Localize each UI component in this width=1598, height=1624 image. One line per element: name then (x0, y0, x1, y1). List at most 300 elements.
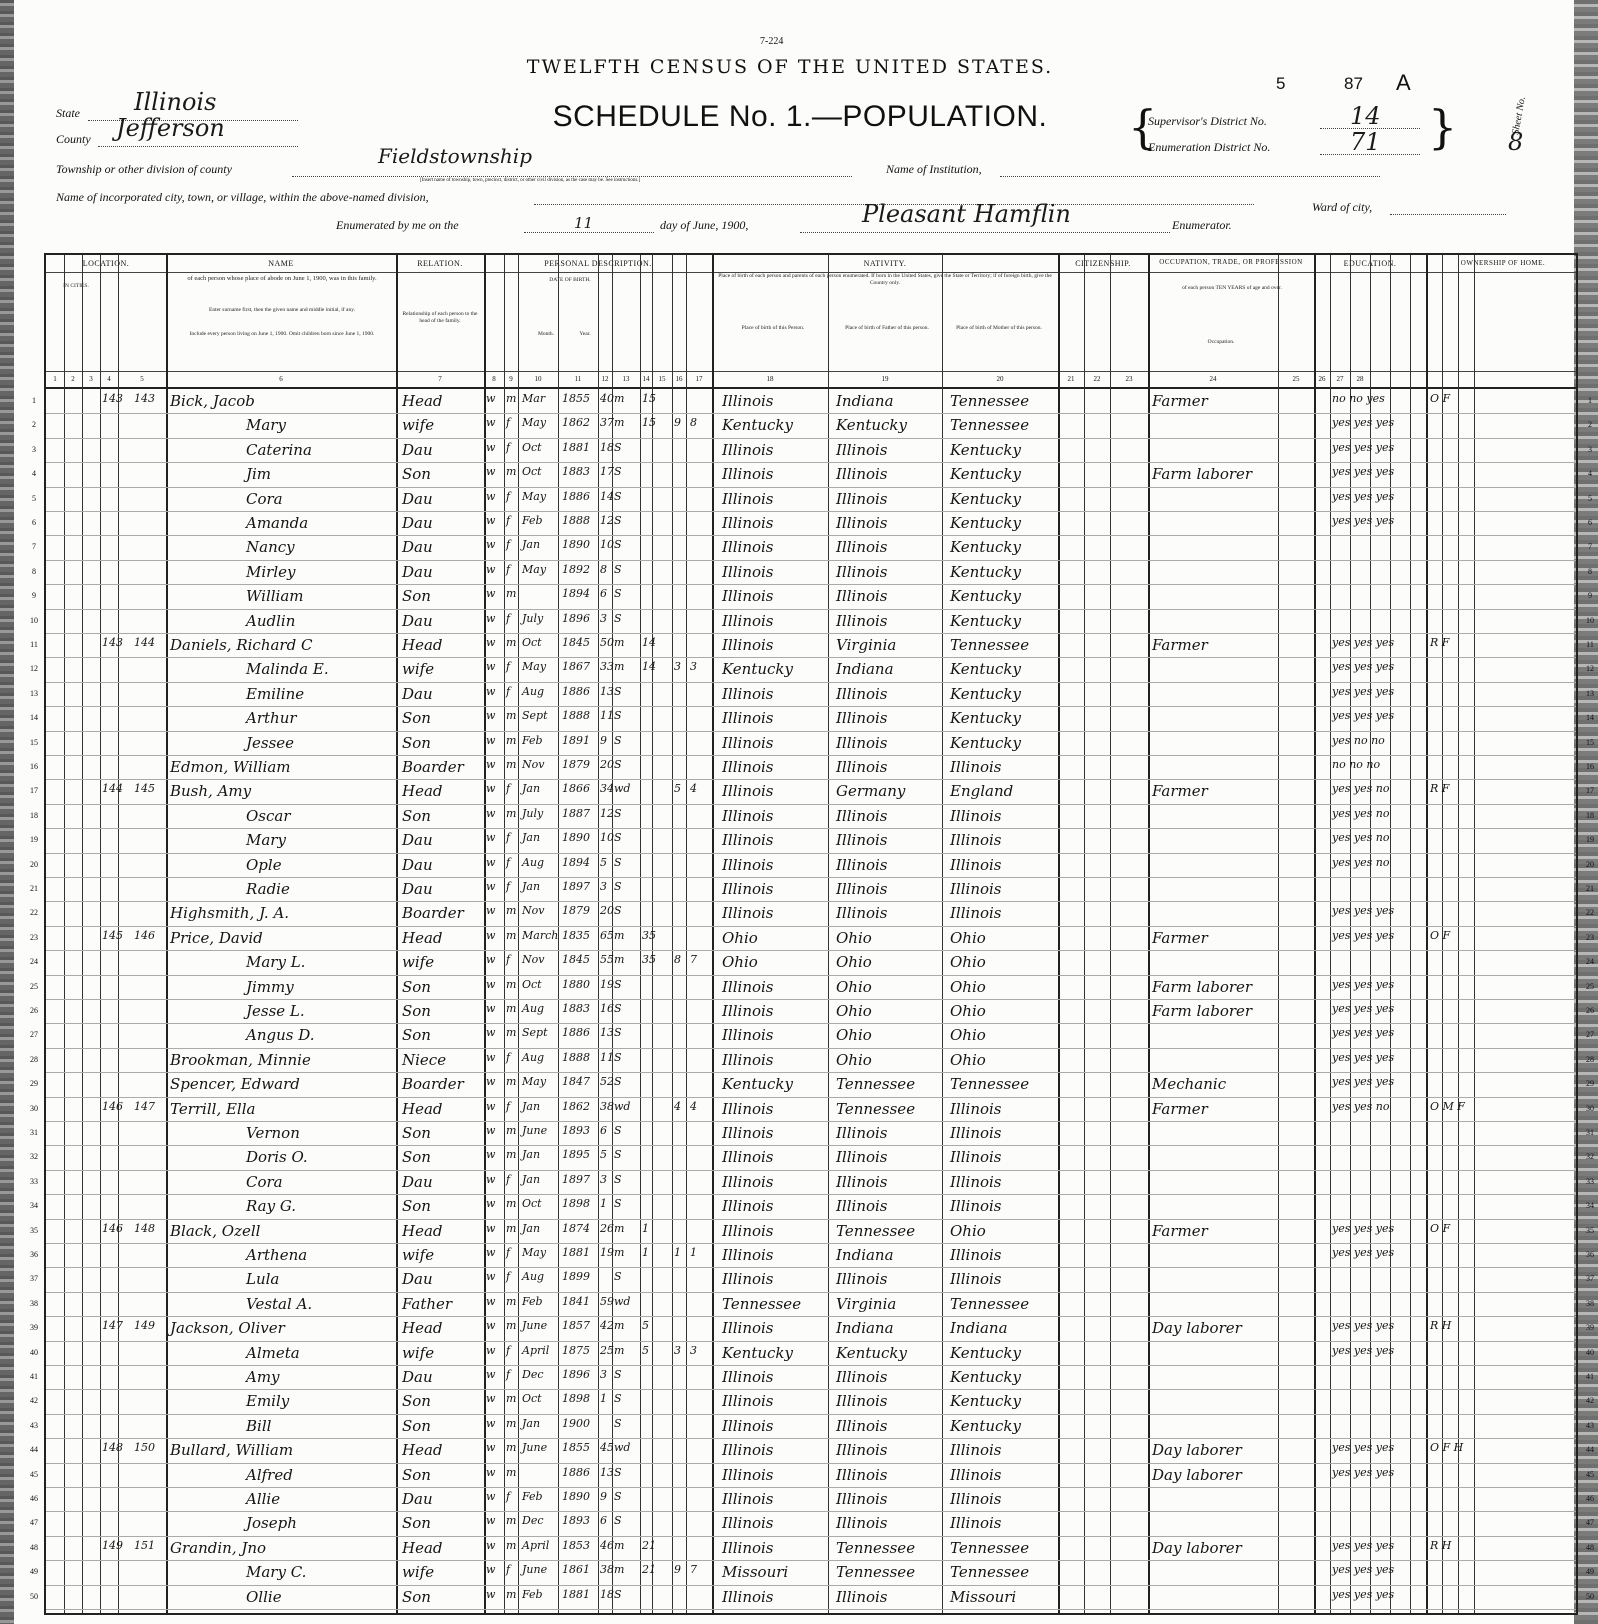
sex: m (506, 1465, 517, 1479)
birthplace-person: Illinois (722, 1490, 774, 1508)
relation: Dau (402, 1368, 433, 1386)
line-number: 19 (1586, 835, 1594, 845)
relation: Head (402, 636, 443, 654)
line-number: 32 (30, 1152, 38, 1162)
marital-condition: m (614, 660, 625, 674)
row-rule (46, 1511, 1576, 1512)
sex: f (506, 440, 511, 454)
column-rule (1410, 255, 1411, 1613)
line-number: 26 (1586, 1006, 1594, 1015)
ownership-values: O F (1430, 928, 1451, 942)
birthplace-mother: Illinois (950, 1099, 1002, 1118)
person-name: Ray G. (246, 1197, 297, 1216)
education-values: yes yes no (1332, 782, 1390, 796)
marital-condition: S (614, 1124, 622, 1137)
age: 9 (600, 1490, 607, 1503)
line-number: 30 (30, 1103, 38, 1113)
column-number: 13 (622, 375, 630, 383)
education-values: yes yes yes (1332, 1050, 1395, 1064)
birth-month: May (522, 660, 547, 674)
years-married: 1 (642, 1246, 649, 1259)
color-race: w (486, 1221, 496, 1235)
birthplace-father: Illinois (836, 855, 888, 874)
relation: Head (402, 392, 443, 410)
line-number: 12 (1586, 664, 1594, 674)
row-rule (46, 438, 1576, 439)
column-number: 18 (766, 375, 774, 383)
relation: Head (402, 1441, 443, 1460)
birthplace-mother: Tennessee (950, 1563, 1030, 1582)
brace-left: { (1128, 100, 1158, 154)
row-rule (46, 731, 1576, 732)
marital-condition: S (614, 587, 622, 601)
birth-month: Jan (522, 1221, 541, 1235)
person-name: Malinda E. (246, 660, 329, 679)
birthplace-person: Tennessee (722, 1294, 802, 1313)
person-name: Radie (246, 880, 290, 898)
column-number: 26 (1318, 375, 1326, 383)
line-number: 29 (30, 1079, 38, 1089)
marital-condition: m (614, 392, 625, 405)
age: 11 (600, 1050, 614, 1064)
birthplace-person: Illinois (722, 1319, 774, 1338)
education-values: yes yes yes (1332, 440, 1395, 454)
dwelling-number: 149 (102, 1538, 123, 1552)
marital-condition: S (614, 538, 622, 552)
birthplace-mother: Ohio (950, 928, 986, 947)
birth-month: May (522, 416, 547, 430)
marital-condition: S (614, 684, 622, 698)
marital-condition: S (614, 831, 622, 845)
sex: f (506, 514, 511, 527)
birth-year: 1892 (562, 562, 590, 576)
birth-month: Jan (522, 831, 541, 845)
line-number: 36 (30, 1250, 38, 1259)
column-rule (1474, 255, 1475, 1613)
census-title: TWELFTH CENSUS OF THE UNITED STATES. (526, 56, 1054, 78)
person-name: Arthur (246, 709, 297, 728)
birthplace-father: Indiana (836, 392, 894, 410)
row-rule (46, 584, 1576, 585)
row-rule (46, 877, 1576, 878)
person-name: Grandin, Jno (170, 1538, 267, 1557)
relation: Dau (402, 538, 433, 557)
education-values: yes yes yes (1332, 1538, 1395, 1552)
birth-year: 1881 (562, 440, 590, 454)
relation: Dau (402, 684, 433, 703)
nativity-description: Place of birth of each person and parents of each person enumerated. If born in the United States, give the State or Territory; if of foreign birth, give the Country only. (718, 273, 1052, 286)
relation: Son (402, 1002, 431, 1020)
line-number: 33 (30, 1176, 38, 1186)
line-number: 32 (1586, 1152, 1594, 1162)
line-number: 46 (30, 1494, 38, 1503)
column-number: 28 (1356, 375, 1364, 383)
children-living: 8 (690, 416, 697, 430)
scan-edge-left (0, 0, 14, 1624)
children-born: 3 (674, 660, 681, 674)
birth-month: June (522, 1124, 548, 1137)
birthplace-father: Illinois (836, 880, 888, 898)
person-name: Almeta (246, 1343, 300, 1362)
person-name: Vestal A. (246, 1294, 313, 1313)
marital-condition: S (614, 1050, 622, 1064)
marital-condition: S (614, 733, 622, 747)
birth-year: 1855 (562, 392, 590, 405)
birthplace-mother: Illinois (950, 831, 1002, 850)
row-rule (46, 535, 1576, 536)
line-number: 41 (30, 1372, 38, 1381)
relation: Dau (402, 1490, 433, 1508)
marital-condition: S (614, 1172, 622, 1186)
line-number: 22 (30, 908, 38, 918)
sex: m (506, 758, 517, 771)
row-rule (46, 1097, 1576, 1098)
relation: Son (402, 1587, 431, 1606)
education-values: no no no (1332, 758, 1381, 771)
birthplace-mother: Illinois (950, 1246, 1002, 1264)
birthplace-person: Illinois (722, 1124, 774, 1142)
age: 3 (600, 1172, 607, 1186)
schedule-title: SCHEDULE No. 1.—POPULATION. (552, 100, 1048, 133)
children-born: 1 (674, 1246, 681, 1259)
row-rule (46, 1438, 1576, 1439)
column-rule (686, 255, 687, 1613)
date-of-birth-header: DATE OF BIRTH. (549, 277, 591, 283)
age: 65 (600, 928, 614, 942)
line-number: 22 (1586, 908, 1594, 918)
line-number: 13 (1586, 688, 1594, 698)
enumerator-line (800, 232, 1170, 233)
line-number: 42 (30, 1396, 38, 1406)
age: 1 (600, 1392, 607, 1406)
column-rule (64, 255, 65, 1613)
column-rule (1058, 255, 1060, 1613)
color-race: w (486, 1416, 496, 1430)
institution-line (1000, 176, 1380, 177)
birthplace-mother: Kentucky (950, 1416, 1021, 1435)
age: 52 (600, 1075, 614, 1089)
county-line (98, 146, 298, 147)
name-header: NAME (268, 259, 294, 268)
education-values: yes yes yes (1332, 636, 1395, 649)
marital-condition: S (614, 1490, 622, 1503)
birthplace-person: Illinois (722, 1221, 774, 1240)
color-race: w (486, 1465, 496, 1479)
sex: m (506, 392, 517, 405)
line-number: 3 (1588, 444, 1592, 454)
age: 42 (600, 1319, 614, 1333)
birthplace-person: Kentucky (722, 1075, 793, 1094)
marital-condition: m (614, 928, 625, 942)
column-rule (942, 255, 943, 1613)
marital-condition: m (614, 1563, 625, 1577)
line-number: 27 (1586, 1030, 1594, 1040)
age: 6 (600, 587, 607, 601)
sex: f (506, 1563, 511, 1577)
row-rule (46, 1048, 1576, 1049)
birth-year: 1875 (562, 1343, 590, 1357)
person-name: Edmon, William (170, 758, 291, 776)
supervisor-value: 14 (1350, 102, 1381, 130)
relation: Dau (402, 880, 433, 898)
row-rule (46, 609, 1576, 610)
column-number: 17 (695, 375, 703, 383)
line-number: 45 (1586, 1469, 1594, 1479)
birth-month: Aug (522, 1050, 545, 1064)
in-cities-header: IN CITIES. (63, 283, 89, 289)
education-values: yes yes yes (1332, 928, 1395, 942)
person-name: Mary (246, 831, 286, 850)
color-race: w (486, 1246, 496, 1259)
birthplace-father: Illinois (836, 1465, 888, 1484)
column-number: 8 (492, 375, 496, 383)
column-rule (640, 255, 641, 1613)
person-name: Brookman, Minnie (170, 1050, 311, 1069)
years-married: 35 (642, 953, 656, 967)
marital-condition: S (614, 880, 622, 893)
birth-year: 1896 (562, 1368, 590, 1381)
color-race: w (486, 1002, 496, 1015)
birthplace-father: Indiana (836, 1246, 894, 1264)
relation: Boarder (402, 758, 464, 776)
line-number: 28 (30, 1054, 38, 1064)
occupation-subheader: Occupation. (1207, 339, 1235, 345)
birth-month: Nov (522, 953, 545, 967)
occupation: Farmer (1152, 928, 1208, 947)
occupation-header: OCCUPATION, TRADE, OR PROFESSION (1159, 258, 1303, 266)
relation: Dau (402, 831, 433, 850)
birth-year: 1900 (562, 1416, 590, 1430)
line-number: 44 (30, 1445, 38, 1455)
age: 3 (600, 880, 607, 893)
color-race: w (486, 709, 496, 723)
birth-year: 1855 (562, 1441, 590, 1455)
row-rule (46, 1243, 1576, 1244)
ownership-values: R F (1430, 636, 1450, 649)
sex: f (506, 831, 511, 845)
ownership-values: O F (1430, 1221, 1451, 1235)
years-married: 14 (642, 660, 656, 674)
birth-year: 1881 (562, 1246, 590, 1259)
years-married: 5 (642, 1343, 649, 1357)
column-rule (100, 255, 101, 1613)
birthplace-father: Illinois (836, 1148, 888, 1167)
age: 12 (600, 806, 614, 820)
population-schedule-table (30, 253, 1594, 1615)
row-rule (46, 779, 1576, 780)
person-name: Highsmith, J. A. (170, 904, 290, 923)
line-number: 49 (1586, 1567, 1594, 1577)
column-number-divider-top (46, 371, 1576, 372)
birth-month: Feb (522, 1490, 543, 1503)
dwelling-number: 148 (102, 1441, 123, 1455)
birthplace-mother: Tennessee (950, 1538, 1030, 1557)
birth-month: Oct (522, 1392, 542, 1406)
birth-year: 1874 (562, 1221, 590, 1235)
education-values: yes yes yes (1332, 684, 1395, 698)
relation: Head (402, 1221, 443, 1240)
education-values: yes yes no (1332, 1099, 1390, 1113)
marital-condition: S (614, 562, 622, 576)
birthplace-person: Illinois (722, 489, 774, 508)
line-number: 45 (30, 1469, 38, 1479)
row-rule (46, 682, 1576, 683)
person-name: Emily (246, 1392, 290, 1411)
color-race: w (486, 660, 496, 674)
relation: Dau (402, 855, 433, 874)
age: 34 (600, 782, 614, 796)
birth-month: March (522, 928, 559, 942)
person-name: Mary L. (246, 953, 306, 972)
relation: Son (402, 806, 431, 825)
education-values: yes yes yes (1332, 514, 1395, 527)
name-description: of each person whose place of abode on June 1, 1900, was in this family. (187, 275, 377, 282)
age: 26 (600, 1221, 614, 1235)
birth-month: Aug (522, 1002, 545, 1015)
relation: Boarder (402, 904, 464, 923)
line-number: 16 (1586, 762, 1594, 771)
years-married: 35 (642, 928, 656, 942)
birth-year: 1879 (562, 904, 590, 918)
education-values: yes yes yes (1332, 1319, 1395, 1333)
sex: f (506, 489, 511, 503)
color-race: w (486, 855, 496, 869)
line-number: 14 (1586, 713, 1594, 723)
color-race: w (486, 1343, 496, 1357)
age: 8 (600, 562, 607, 576)
sex: m (506, 1441, 517, 1455)
institution-label: Name of Institution, (886, 162, 982, 176)
ownership-values: R H (1430, 1538, 1452, 1552)
column-number: 23 (1125, 375, 1133, 383)
color-race: w (486, 806, 496, 820)
sex: f (506, 1099, 511, 1113)
education-values: no no yes (1332, 392, 1385, 405)
relation: Dau (402, 514, 433, 532)
marital-condition: S (614, 1002, 622, 1015)
year-header: Year. (579, 331, 591, 337)
line-number: 39 (30, 1323, 38, 1333)
color-race: w (486, 880, 496, 893)
column-rule (1084, 255, 1085, 1613)
township-note: [Insert name of township, town, precinct, district, or other civil division, as the case may be. See instructions.] (420, 178, 641, 183)
color-race: w (486, 562, 496, 576)
row-rule (46, 1219, 1576, 1220)
birth-month: Jan (522, 1099, 541, 1113)
sheet-label: Sheet No. (1510, 95, 1528, 136)
age: 5 (600, 855, 607, 869)
education-values: yes yes yes (1332, 1026, 1395, 1040)
row-rule (46, 901, 1576, 902)
sex: m (506, 709, 517, 723)
relation: Dau (402, 489, 433, 508)
age: 18 (600, 440, 614, 454)
color-race: w (486, 1319, 496, 1333)
birthplace-father: Ohio (836, 977, 872, 996)
birth-month: May (522, 562, 547, 576)
family-number: 148 (134, 1221, 155, 1235)
birth-year: 1862 (562, 1099, 590, 1113)
line-number: 40 (1586, 1347, 1594, 1357)
nativity-header: NATIVITY. (863, 259, 907, 268)
birthplace-person: Illinois (722, 440, 774, 459)
line-number: 13 (30, 688, 38, 698)
sex: m (506, 587, 517, 601)
birthplace-mother: Illinois (950, 1197, 1002, 1216)
state-label: State (56, 106, 80, 120)
marital-condition: S (614, 855, 622, 869)
color-race: w (486, 1514, 496, 1528)
ward-label: Ward of city, (1312, 200, 1373, 214)
line-number: 5 (32, 493, 36, 503)
sheet-value: 8 (1508, 128, 1524, 156)
color-race: w (486, 587, 496, 601)
marital-condition: S (614, 709, 622, 723)
birthplace-person: Illinois (722, 684, 774, 703)
sex: f (506, 880, 511, 893)
birth-month: May (522, 489, 547, 503)
row-rule (46, 657, 1576, 658)
column-number: 4 (107, 375, 111, 383)
birth-person-header: Place of birth of this Person. (741, 325, 805, 331)
person-name: Allie (246, 1490, 281, 1508)
age: 10 (600, 831, 614, 845)
row-rule (46, 1145, 1576, 1146)
relation: Father (402, 1294, 453, 1313)
birthplace-person: Illinois (722, 1416, 774, 1435)
birthplace-father: Tennessee (836, 1099, 916, 1118)
column-number: 19 (881, 375, 889, 383)
sex: m (506, 1416, 517, 1430)
line-number: 6 (32, 518, 36, 527)
birthplace-mother: Illinois (950, 904, 1002, 923)
row-rule (46, 1414, 1576, 1415)
sex: m (506, 904, 517, 918)
color-race: w (486, 684, 496, 698)
sex: m (506, 1026, 517, 1040)
person-name: Bush, Amy (170, 782, 252, 801)
line-number: 17 (30, 786, 38, 796)
row-rule (46, 926, 1576, 927)
line-number: 43 (30, 1420, 38, 1430)
birthplace-father: Illinois (836, 1124, 888, 1142)
children-living: 7 (690, 1563, 697, 1577)
birthplace-father: Illinois (836, 1441, 888, 1460)
birthplace-person: Illinois (722, 709, 774, 728)
line-number: 2 (1588, 420, 1592, 430)
enumeration-label: Enumeration District No. (1148, 140, 1271, 154)
column-number: 16 (675, 375, 683, 383)
occupation: Day laborer (1152, 1465, 1242, 1484)
line-number: 15 (1586, 737, 1594, 747)
color-race: w (486, 1099, 496, 1113)
color-race: w (486, 1172, 496, 1186)
line-number: 19 (30, 835, 38, 845)
birthplace-father: Illinois (836, 1392, 888, 1411)
marital-condition: m (614, 1343, 625, 1357)
children-living: 4 (690, 782, 697, 796)
line-number: 4 (1588, 469, 1592, 479)
birth-month: Oct (522, 977, 542, 991)
sex: m (506, 1319, 517, 1333)
family-number: 146 (134, 928, 155, 942)
relation: wife (402, 1343, 435, 1362)
occupation: Day laborer (1152, 1319, 1242, 1338)
sex: m (506, 1538, 517, 1552)
dwelling-number: 143 (102, 636, 123, 649)
birthplace-person: Illinois (722, 831, 774, 850)
line-number: 47 (30, 1518, 38, 1528)
